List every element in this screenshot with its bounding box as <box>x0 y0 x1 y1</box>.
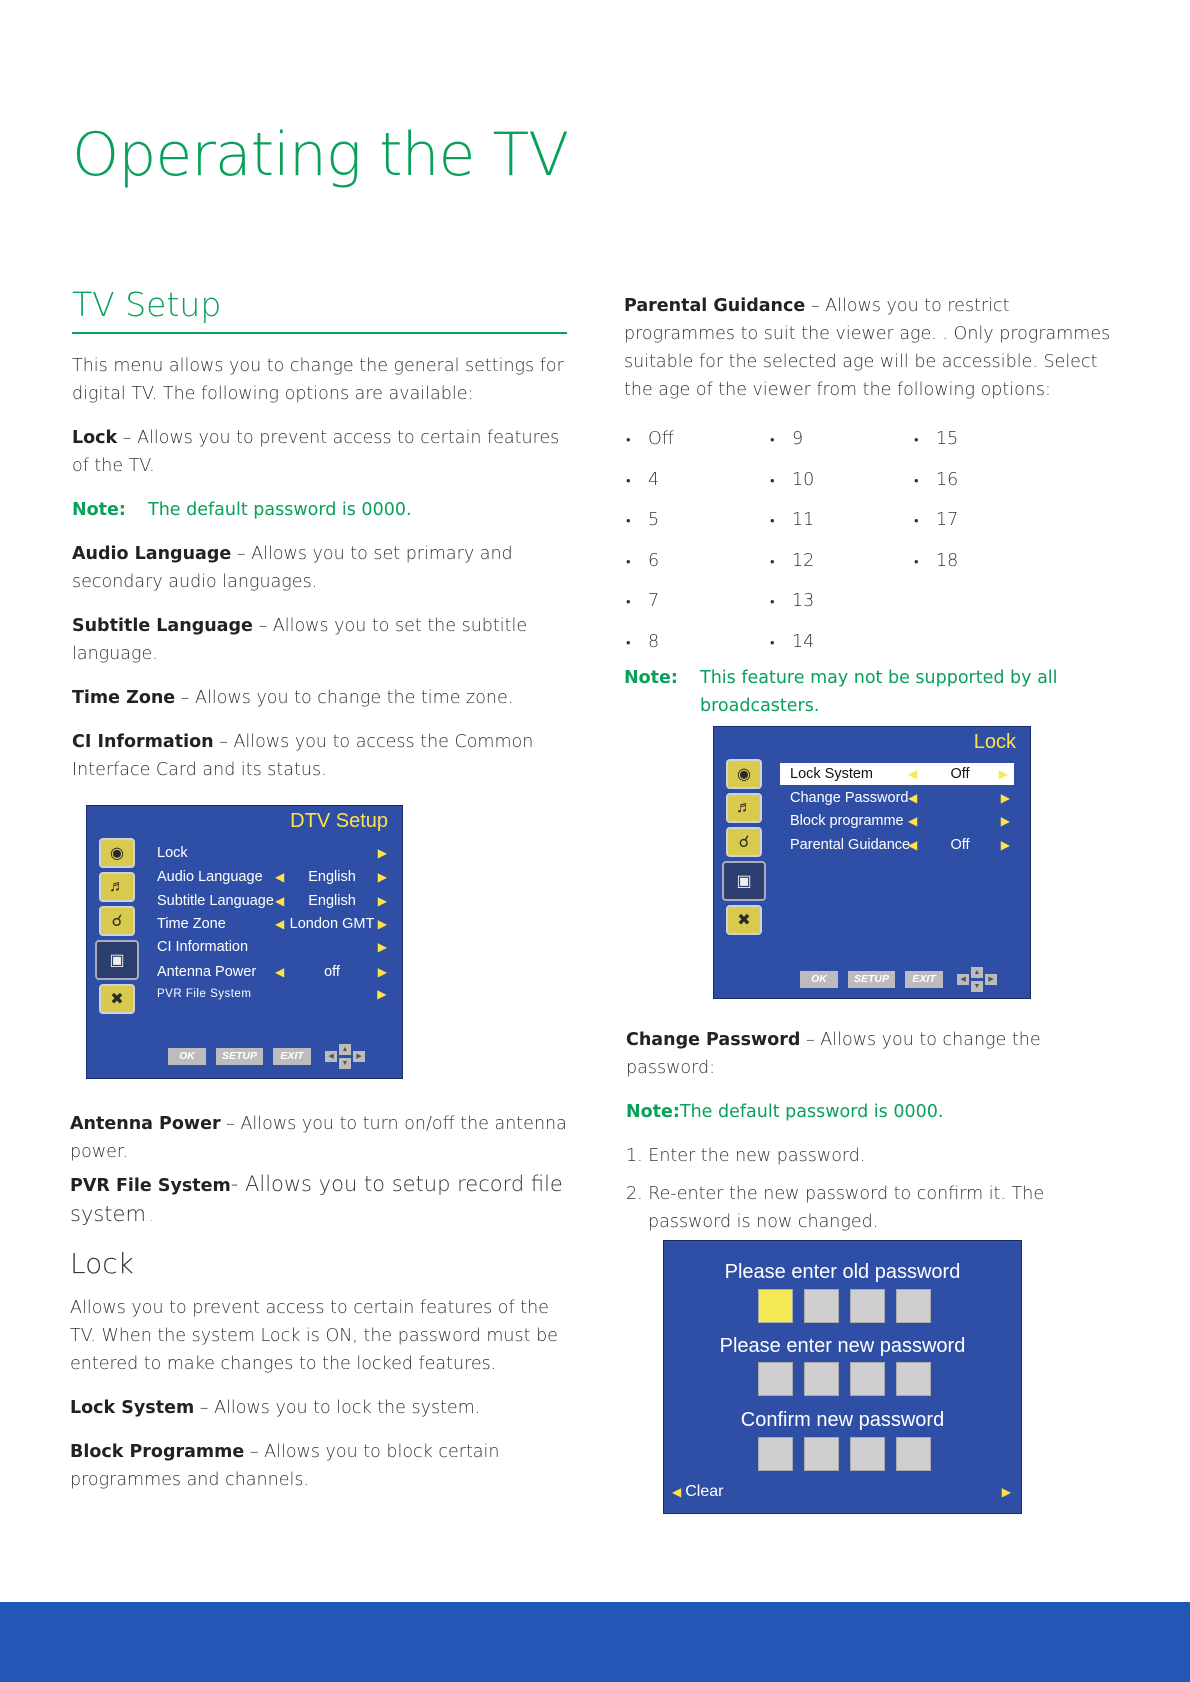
old-password-label: Please enter old password <box>724 1261 961 1283</box>
pvr-dot: . <box>145 1210 154 1224</box>
exit-button[interactable]: EXIT <box>273 1048 311 1065</box>
lock-term: Lock <box>72 428 118 448</box>
password-digit-box[interactable] <box>850 1437 885 1471</box>
change-password-desc: – Allows you to change the password: <box>626 1030 1041 1078</box>
age-option-item: • 11 <box>770 501 814 542</box>
change-password-term: Change Password <box>626 1030 801 1050</box>
tv-icon[interactable]: ▣ <box>722 861 766 901</box>
camera-icon[interactable]: ◉ <box>726 759 762 789</box>
age-options-col-1 <box>626 420 674 663</box>
row-label: Audio Language <box>157 869 263 885</box>
note-label: Note: <box>72 500 126 520</box>
pg-desc: – Allows you to restrict programmes to suit the viewer age. . Only programmes suitable for the selected age will be accessible. Select the age of the viewer from the following options: <box>624 296 1111 400</box>
left-arrow-icon: ◀ <box>275 917 285 931</box>
row-label: Change Password <box>790 790 909 806</box>
satellite-icon[interactable]: ☌ <box>99 906 135 936</box>
age-option-item: • 10 <box>770 461 814 502</box>
setup-button[interactable]: SETUP <box>848 971 895 988</box>
left-arrow-icon[interactable]: ◀ <box>957 974 969 985</box>
clear-button[interactable] <box>672 1483 727 1501</box>
password-dialog <box>663 1240 1022 1514</box>
age-option-item: • 14 <box>770 623 814 664</box>
dtv-row-pvr-file-system[interactable] <box>157 983 387 1005</box>
right-arrow-icon: ▶ <box>377 846 387 860</box>
dtv-button-bar <box>168 1044 365 1069</box>
age-option-item: • 16 <box>914 461 958 502</box>
age-options-col-2 <box>770 420 814 663</box>
locksystem-desc: – Allows you to lock the system. <box>194 1398 481 1418</box>
row-label: Block programme <box>790 813 904 829</box>
age-option-item: • Off <box>626 420 674 461</box>
new-password-label: Please enter new password <box>719 1335 966 1357</box>
tools-icon[interactable]: ✖ <box>726 905 762 935</box>
pvr-desc: - Allows you to setup record file system <box>70 1172 563 1226</box>
dtv-row-lock[interactable] <box>157 842 387 864</box>
down-arrow-icon[interactable]: ▼ <box>339 1058 351 1069</box>
antenna-term: Antenna Power <box>70 1114 221 1134</box>
left-arrow-icon: ◀ <box>275 894 285 908</box>
subtitle-paragraph <box>72 612 567 668</box>
note-text: The default password is 0000. <box>679 1102 944 1122</box>
step-1: 1. Enter the new password. <box>626 1146 866 1166</box>
left-arrow-icon: ◀ <box>275 965 285 979</box>
right-arrow-icon: ▶ <box>377 894 387 908</box>
right-arrow-icon: ▶ <box>377 940 387 954</box>
lock-heading: Lock <box>70 1247 134 1280</box>
password-digit-box[interactable] <box>804 1362 839 1396</box>
down-arrow-icon[interactable]: ▼ <box>971 981 983 992</box>
note-text: The default password is 0000. <box>148 500 412 520</box>
left-arrow-icon: ◀ <box>672 1485 682 1499</box>
change-password-paragraph <box>626 1026 1116 1082</box>
lock-menu-title: Lock <box>973 731 1016 753</box>
age-option-item: • 6 <box>626 542 674 583</box>
age-option-item: • 17 <box>914 501 958 542</box>
ok-button[interactable]: OK <box>800 971 838 988</box>
dtv-row-subtitle-language[interactable] <box>157 890 387 912</box>
dtv-row-ci-information[interactable] <box>157 936 387 958</box>
row-label: Lock System <box>790 766 873 782</box>
menu-icon-column <box>726 759 766 939</box>
pvr-term: PVR File System <box>70 1176 231 1196</box>
confirm-password-boxes[interactable] <box>758 1437 931 1471</box>
password-digit-box[interactable] <box>804 1437 839 1471</box>
left-arrow-icon: ◀ <box>908 838 918 852</box>
lock-button-bar <box>800 967 997 992</box>
right-arrow-icon: ▶ <box>377 965 387 979</box>
left-lower-column <box>70 1110 567 1510</box>
row-label: Subtitle Language <box>157 893 274 909</box>
confirm-password-label: Confirm new password <box>740 1409 945 1431</box>
row-value: English <box>308 893 356 909</box>
tools-icon[interactable]: ✖ <box>99 984 135 1014</box>
password-digit-box[interactable] <box>850 1289 885 1323</box>
dtv-menu-title: DTV Setup <box>290 810 388 832</box>
note-default-password <box>72 496 567 524</box>
satellite-icon[interactable]: ☌ <box>726 827 762 857</box>
age-option-item: • 9 <box>770 420 814 461</box>
left-arrow-icon: ◀ <box>275 870 285 884</box>
age-option-item: • 5 <box>626 501 674 542</box>
password-digit-box[interactable] <box>804 1289 839 1323</box>
age-options-col-3 <box>914 420 958 582</box>
timezone-paragraph <box>72 684 567 712</box>
camera-icon[interactable]: ◉ <box>99 838 135 868</box>
password-digit-box[interactable] <box>896 1289 931 1323</box>
right-arrow-icon: ▶ <box>1000 814 1010 828</box>
right-arrow-icon: ▶ <box>998 767 1008 781</box>
page-title: Operating the TV <box>72 120 569 190</box>
dtv-row-audio-language[interactable] <box>157 866 387 888</box>
age-option-item: • 7 <box>626 582 674 623</box>
block-desc: – Allows you to block certain programmes and channels. <box>70 1442 500 1490</box>
row-value: Off <box>950 766 970 782</box>
right-arrow-icon: ▶ <box>377 917 387 931</box>
right-arrow-icon: ▶ <box>377 870 387 884</box>
subtitle-term: Subtitle Language <box>72 616 253 636</box>
password-digit-box[interactable] <box>850 1362 885 1396</box>
age-options-list <box>624 420 1114 656</box>
password-digit-box[interactable] <box>758 1289 793 1323</box>
antenna-paragraph <box>70 1110 567 1166</box>
left-arrow-icon: ◀ <box>908 767 918 781</box>
pg-term: Parental Guidance <box>624 296 806 316</box>
up-arrow-icon[interactable]: ▲ <box>339 1044 351 1055</box>
pg-paragraph <box>624 292 1114 404</box>
password-digit-box[interactable] <box>758 1437 793 1471</box>
exit-button[interactable]: EXIT <box>905 971 943 988</box>
row-label: Lock <box>157 845 188 861</box>
row-value: off <box>324 964 340 980</box>
password-digit-box[interactable] <box>896 1362 931 1396</box>
old-password-boxes[interactable] <box>758 1289 931 1323</box>
audio-term: Audio Language <box>72 544 232 564</box>
right-column <box>624 292 1114 736</box>
speaker-icon[interactable]: ♬ <box>99 872 135 902</box>
dtv-row-time-zone[interactable] <box>157 913 387 935</box>
row-value: Off <box>950 837 970 853</box>
up-arrow-icon[interactable]: ▲ <box>971 967 983 978</box>
left-arrow-icon: ◀ <box>908 791 918 805</box>
age-option-item: • 18 <box>914 542 958 583</box>
menu-icon-column <box>99 838 139 1018</box>
right-arrow-icon: ▶ <box>1000 838 1010 852</box>
row-label: Time Zone <box>157 916 226 932</box>
row-value: English <box>308 869 356 885</box>
lock-row-block-programme[interactable] <box>790 810 1010 832</box>
note-label: Note: <box>626 1102 680 1122</box>
footer-bar <box>0 1602 1190 1682</box>
lock-desc: – Allows you to prevent access to certain features of the TV. <box>72 428 560 476</box>
setup-button[interactable]: SETUP <box>216 1048 263 1065</box>
row-label: CI Information <box>157 939 249 955</box>
speaker-icon[interactable]: ♬ <box>726 793 762 823</box>
lock-intro: Allows you to prevent access to certain features of the TV. When the system Lock is ON, the password must be entered to make changes to the locked features. <box>70 1298 558 1374</box>
tv-icon[interactable]: ▣ <box>95 940 139 980</box>
pvr-paragraph <box>70 1170 567 1231</box>
age-option-item: • 12 <box>770 542 814 583</box>
note-text: This feature may not be supported by all broadcasters. <box>700 668 1058 716</box>
right-lower-column <box>626 1026 1116 1246</box>
block-paragraph <box>70 1438 567 1494</box>
dtv-setup-menu <box>86 805 403 1079</box>
right-arrow-icon[interactable]: ▶ <box>1001 1485 1011 1499</box>
lock-row-lock-system[interactable] <box>780 763 1014 785</box>
ci-desc: – Allows you to access the Common Interface Card and its status. <box>72 732 534 780</box>
block-term: Block Programme <box>70 1442 245 1462</box>
audio-desc: – Allows you to set primary and secondary audio languages. <box>72 544 513 592</box>
audio-paragraph <box>72 540 567 596</box>
antenna-desc: – Allows you to turn on/off the antenna power. <box>70 1114 567 1162</box>
age-option-item: • 8 <box>626 623 674 664</box>
password-steps <box>626 1142 1116 1236</box>
tv-setup-intro: This menu allows you to change the general settings for digital TV. The following options are available: <box>72 356 564 404</box>
new-password-boxes[interactable] <box>758 1362 931 1396</box>
row-label: PVR File System <box>157 988 252 1000</box>
age-option-item: • 15 <box>914 420 958 461</box>
note-label: Note: <box>624 668 678 688</box>
row-label: Antenna Power <box>157 964 257 980</box>
note-broadcasters <box>624 664 1114 720</box>
locksystem-paragraph <box>70 1394 567 1422</box>
subtitle-desc: – Allows you to set the subtitle language. <box>72 616 528 664</box>
right-arrow-icon: ▶ <box>377 987 387 1001</box>
clear-label: Clear <box>685 1483 724 1500</box>
age-option-item: • 13 <box>770 582 814 623</box>
right-arrow-icon: ▶ <box>1000 791 1010 805</box>
age-option-item: • 4 <box>626 461 674 502</box>
lock-menu <box>713 726 1031 999</box>
left-arrow-icon: ◀ <box>908 814 918 828</box>
lock-paragraph <box>72 424 567 480</box>
direction-pad[interactable] <box>325 1044 365 1069</box>
row-label: Parental Guidance <box>790 837 911 853</box>
step-2: 2. Re-enter the new password to confirm it. The password is now changed. <box>626 1184 1045 1232</box>
left-column <box>72 282 567 800</box>
tv-setup-heading: TV Setup <box>72 285 222 324</box>
left-arrow-icon[interactable]: ◀ <box>325 1051 337 1062</box>
ci-paragraph <box>72 728 567 784</box>
heading-rule <box>72 332 567 334</box>
password-digit-box[interactable] <box>896 1437 931 1471</box>
direction-pad[interactable] <box>957 967 997 992</box>
note-default-password-2 <box>626 1098 1116 1126</box>
locksystem-term: Lock System <box>70 1398 195 1418</box>
dtv-row-antenna-power[interactable] <box>157 961 387 983</box>
right-arrow-icon[interactable]: ▶ <box>985 974 997 985</box>
timezone-desc: – Allows you to change the time zone. <box>175 688 514 708</box>
row-value: London GMT <box>289 916 375 932</box>
timezone-term: Time Zone <box>72 688 176 708</box>
lock-row-parental-guidance[interactable] <box>790 834 1010 856</box>
password-digit-box[interactable] <box>758 1362 793 1396</box>
right-arrow-icon[interactable]: ▶ <box>353 1051 365 1062</box>
lock-row-change-password[interactable] <box>790 787 1010 809</box>
ok-button[interactable]: OK <box>168 1048 206 1065</box>
ci-term: CI Information <box>72 732 214 752</box>
